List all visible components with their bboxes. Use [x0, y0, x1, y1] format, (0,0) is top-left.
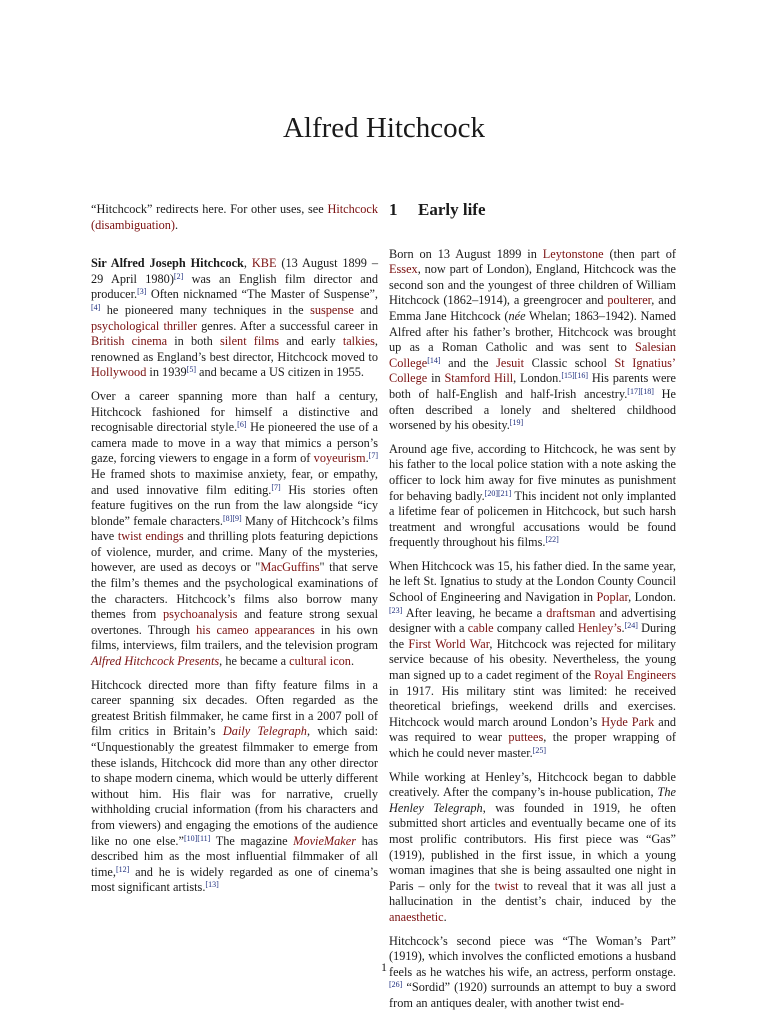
reference-link[interactable]: [20][21]: [484, 488, 512, 498]
text: .: [443, 909, 447, 924]
poplar-link[interactable]: Poplar: [596, 590, 629, 605]
early-life-paragraph: [389, 247, 676, 434]
reference-link[interactable]: [2]: [173, 271, 184, 281]
british-cinema-link[interactable]: British cinema: [91, 334, 168, 349]
reference-link[interactable]: [24]: [624, 621, 638, 631]
reference-link[interactable]: [7]: [368, 451, 378, 461]
text: , and Emma Jane Hitchcock (: [389, 293, 676, 323]
text: (then part of: [603, 246, 676, 261]
text: , which said: “Unquestionably the greatest filmmaker to emerge from these islands, Hitchcock did more than any other director to shape modern cinema, which would be utterly different without him. His flair was for narrative, cruelly withholding crucial information (from his characters and from viewers) and engaging the emotions of the audience like no one else.”: [91, 724, 378, 848]
left-column: [91, 202, 378, 904]
text: and feature strong sexual overtones. Through: [91, 607, 378, 637]
text: Classic school: [524, 355, 615, 370]
talkies-link[interactable]: talkies: [342, 334, 375, 349]
text: genres. After a successful career in: [196, 318, 378, 333]
reference-link[interactable]: [23]: [389, 605, 403, 615]
page-number: 1: [381, 960, 387, 974]
jesuit-link[interactable]: Jesuit: [496, 355, 525, 370]
text: and was required to wear: [389, 714, 676, 745]
psychological-thriller-link[interactable]: psychological thriller: [91, 318, 197, 333]
anaesthetic-link[interactable]: anaesthetic: [389, 909, 444, 924]
page-title: Alfred Hitchcock: [282, 112, 486, 144]
text: His parents were both of half-English and half-Irish ancestry.: [389, 371, 676, 401]
text: ,: [243, 256, 252, 271]
text: and thrilling plots featuring depictions of violence, murder, and crime. Many of the mysteries, however, are used as decoys or ": [91, 529, 378, 575]
text: He pioneered the use of a camera made to move in a way that mimics a person’s gaze, forcing viewers to engage in a form of: [91, 420, 378, 466]
silent-films-link[interactable]: silent films: [219, 334, 280, 349]
youth-paragraph: [389, 559, 676, 762]
text: “Sordid” (1920) surrounds an attempt to buy a sword from an antiques dealer, with another twist end-: [389, 980, 676, 1010]
police-anecdote-paragraph: [389, 442, 676, 551]
st-ignatius-college-link[interactable]: St Ignatius’ College: [389, 355, 676, 386]
section-heading: [389, 202, 676, 218]
text: Born on 13 August 1899 in: [389, 246, 543, 261]
text: While working at Henley’s, Hitchcock began to dabble creatively. After the company’s in-house publication,: [389, 769, 676, 800]
text: .: [621, 621, 625, 636]
text: and became a US citizen in 1955.: [195, 365, 364, 380]
text: When Hitchcock was 15, his father died. In the same year, he left St. Ignatius to study at the London County Council School of Engineering and Navigation in: [389, 558, 676, 605]
text: in his own films, interviews, film trailers, and the television program: [91, 622, 378, 653]
text: in 1939: [146, 365, 187, 380]
twist-link[interactable]: twist: [494, 878, 519, 893]
text: Often nicknamed “The Master of Suspense”,: [146, 287, 378, 302]
text: in 1917. His military stint was limited: he received theoretical briefings, weekend drills and exercises. Hitchcock would march around London’s: [389, 683, 676, 729]
hyde-park-link[interactable]: Hyde Park: [601, 714, 655, 729]
text: in both: [167, 334, 220, 349]
hatnote: [91, 202, 378, 233]
stamford-hill-link[interactable]: Stamford Hill: [444, 371, 514, 386]
text: and the: [440, 355, 497, 370]
subject-name: Sir Alfred Joseph Hitchcock: [91, 256, 244, 271]
text: in: [427, 371, 445, 386]
text: He framed shots to maximise anxiety, fear, or empathy, and used innovative film editing.: [91, 466, 378, 497]
intro-paragraph: [91, 256, 378, 381]
moviemaker-link[interactable]: MovieMaker: [293, 833, 356, 848]
alfred-hitchcock-presents-link[interactable]: Alfred Hitchcock Presents: [91, 654, 220, 669]
reference-link[interactable]: [7]: [271, 482, 281, 492]
text: he pioneered many techniques in the: [100, 302, 311, 317]
text: Whelan; 1863–1942). Named Alfred after his father’s brother, Hitchcock was brought up as a Roman Catholic and was sent to: [389, 308, 676, 355]
draftsman-link[interactable]: draftsman: [546, 605, 596, 620]
henley-telegraph-title: The Henley Telegraph: [389, 785, 676, 815]
hatnote-text: “Hitchcock” redirects here. For other uses, see: [91, 202, 328, 216]
reference-link[interactable]: [5]: [186, 365, 196, 375]
leytonstone-link[interactable]: Leytonstone: [542, 246, 604, 261]
text: , now part of London), England, Hitchcock was the second son and the youngest of three children of William Hitchcock (1862–1914), a greengrocer and: [389, 262, 676, 308]
reference-link[interactable]: [14]: [427, 355, 441, 365]
text: , was founded in 1919, he often submitted short articles and eventually became one of its most prolific contributors. His first piece was “Gas” (1919), published in the first issue, in which a young woman imagines that she is being assaulted one night in Paris – only for the: [389, 800, 676, 893]
text: Hitchcock’s second piece was “The Woman’s Part” (1919), which involves the conflicted emotions a husband feels as he watches his wife, an actress, perform onstage.: [389, 933, 676, 979]
hollywood-link[interactable]: Hollywood: [91, 365, 147, 380]
text: His stories often feature fugitives on the run from the law alongside “icy blonde” female characters.: [91, 482, 378, 528]
text: Many of Hitchcock’s films have: [91, 513, 378, 544]
cameo-appearances-link[interactable]: his cameo appearances: [196, 622, 315, 637]
poulterer-link[interactable]: poulterer: [607, 293, 652, 308]
nee-text: née: [508, 308, 526, 323]
text: He often described a lonely and sheltered childhood worsened by his obesity.: [389, 386, 677, 433]
text: company called: [493, 621, 578, 636]
royal-engineers-link[interactable]: Royal Engineers: [594, 668, 676, 683]
first-world-war-link[interactable]: First World War: [408, 636, 490, 651]
text: This incident not only implanted a lifetime fear of policemen in Hitchcock, but such harsh treatment and wrongful accusations would be found frequently throughout his films.: [389, 488, 676, 550]
reference-link[interactable]: [3]: [137, 287, 147, 297]
text: .: [365, 451, 369, 466]
text: , Hitchcock was rejected for military service because of his obesity. Nevertheless, the young man signed up to a cadet regiment of the: [389, 636, 677, 683]
salesian-college-link[interactable]: Salesian College: [389, 340, 676, 370]
text: , London.: [513, 371, 562, 386]
right-column: [389, 202, 676, 1020]
kbe-link[interactable]: KBE: [251, 256, 277, 271]
reference-link[interactable]: [26]: [389, 980, 403, 990]
text: , he became a: [219, 654, 290, 669]
text: Around age five, according to Hitchcock, he was sent by his father to the local police station with a note asking the officer to lock him away for five minutes as punishment for behaving badly.: [389, 441, 676, 503]
text: to reveal that it was all just a hallucination in the dentist’s chair, induced by the: [389, 878, 676, 909]
text: " that serve the film’s themes and the psychological examinations of the characters. Hitchcock’s films also borrow many themes from: [91, 560, 378, 622]
cultural-icon-link[interactable]: cultural icon: [289, 654, 351, 669]
reference-link[interactable]: [17][18]: [627, 386, 654, 396]
text: , renowned as England’s best director, Hitchcock moved to: [91, 334, 378, 364]
text: After leaving, he became a: [402, 605, 547, 620]
macguffins-link[interactable]: MacGuffins: [260, 560, 320, 575]
text: has described him as the most influential filmmaker of all time,: [91, 833, 378, 879]
reference-link[interactable]: [13]: [205, 880, 219, 890]
section-number: 1: [389, 200, 398, 219]
twist-endings-link[interactable]: twist endings: [117, 529, 184, 544]
hatnote-text: .: [175, 217, 179, 232]
career-paragraph: [91, 389, 378, 670]
text: During the: [389, 621, 677, 651]
text: , London.: [628, 590, 676, 605]
essex-link[interactable]: Essex: [389, 262, 418, 277]
text: and he is widely regarded as one of cinema’s most significant artists.: [91, 864, 378, 895]
reference-link[interactable]: [22]: [545, 535, 559, 545]
reference-link[interactable]: [12]: [115, 864, 130, 874]
reference-link[interactable]: [19]: [509, 418, 524, 428]
text: and advertising designer with a: [389, 605, 676, 636]
text: was an English film director and producer.: [91, 271, 378, 302]
reference-link[interactable]: [10][11]: [183, 833, 211, 843]
puttees-link[interactable]: puttees: [508, 730, 544, 745]
reference-link[interactable]: [6]: [237, 420, 247, 430]
reference-link[interactable]: [15][16]: [561, 371, 589, 381]
text: and: [353, 302, 378, 317]
suspense-link[interactable]: suspense: [310, 302, 354, 317]
text: Over a career spanning more than half a century, Hitchcock fashioned for himself a distinctive and recognisable directorial style.: [91, 388, 378, 435]
henleys-link[interactable]: Henley’s: [577, 621, 622, 636]
reference-link[interactable]: [4]: [91, 302, 101, 312]
text: , the proper wrapping of which he could never master.: [389, 730, 676, 760]
text: and early: [279, 334, 343, 349]
disambiguation-link[interactable]: Hitchcock (disambiguation): [91, 202, 378, 232]
legacy-paragraph: [91, 678, 378, 896]
text: (13 August 1899 – 29 April 1980): [91, 256, 378, 286]
voyeurism-link[interactable]: voyeurism: [313, 451, 366, 466]
daily-telegraph-link[interactable]: Daily Telegraph: [222, 724, 307, 739]
cable-link[interactable]: cable: [467, 621, 494, 636]
reference-link[interactable]: [25]: [532, 746, 547, 755]
text: Hitchcock directed more than fifty feature films in a career spanning six decades. Often regarded as the greatest British filmmaker, he came first in a 2007 poll of film critics in Britain’s: [91, 677, 378, 739]
psychoanalysis-link[interactable]: psychoanalysis: [162, 607, 238, 622]
reference-link[interactable]: [8][9]: [222, 513, 242, 523]
text: The magazine: [210, 833, 294, 848]
section-title: Early life: [418, 200, 486, 219]
henleys-paragraph: [389, 770, 676, 926]
text: .: [350, 654, 355, 669]
